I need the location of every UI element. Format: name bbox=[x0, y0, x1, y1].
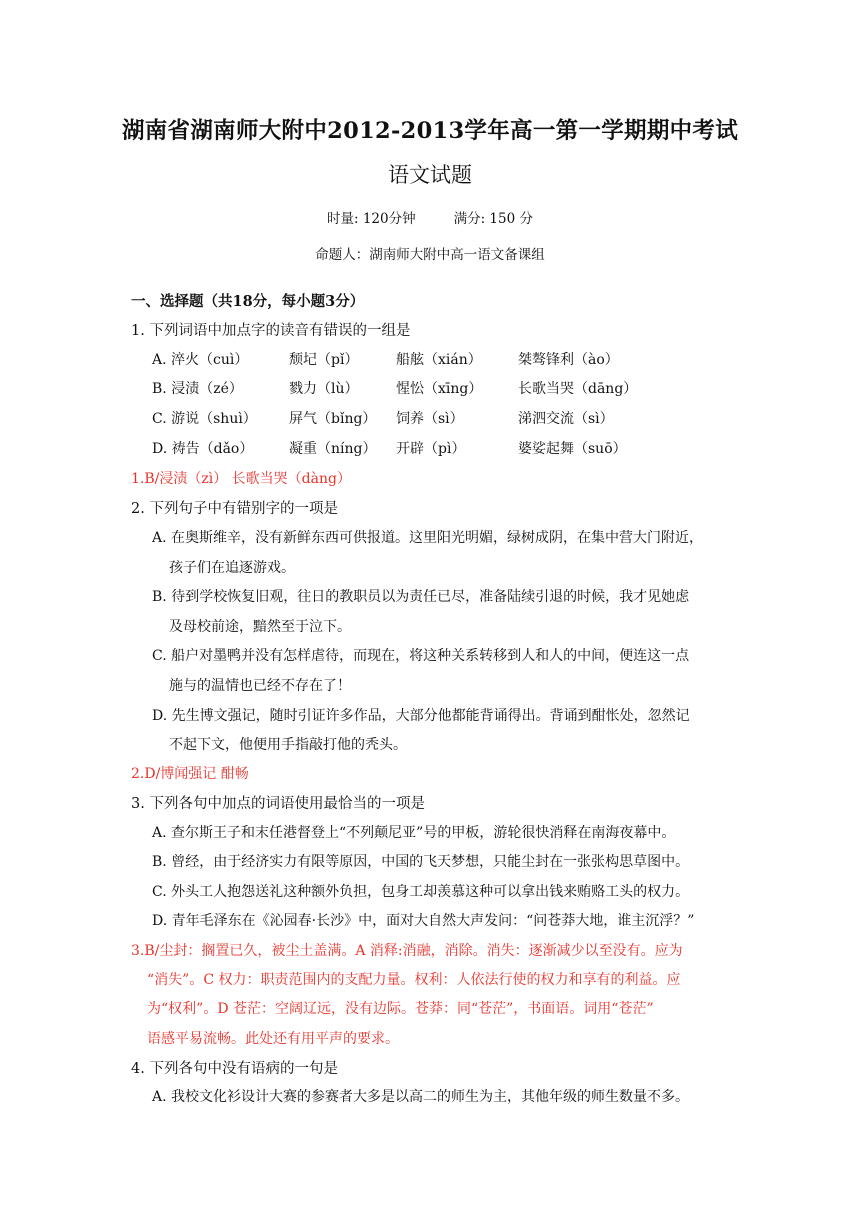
q1-d-item-4: 婆娑起舞（suō） bbox=[518, 441, 627, 457]
exam-author: 命题人：湖南师大附中高一语文备课组 bbox=[315, 247, 545, 263]
q3-answer-line-1: 3.B/尘封：搁置已久，被尘土盖满。A 消释:消融，消除。消失：逐渐减少以至没有。应为 bbox=[131, 943, 683, 959]
q1-c-item-4: 涕泗交流（sì） bbox=[518, 411, 614, 427]
q2-option-b: B. 待到学校恢复旧观，往日的教职员以为责任已尽，准备陆续引退的时候，我才见她虑 bbox=[152, 589, 690, 605]
q1-answer: 1.B/浸渍（zì） 长歌当哭（dàng） bbox=[131, 471, 351, 487]
q2-option-d-cont: 不起下文，他便用手指敲打他的秃头。 bbox=[169, 737, 407, 753]
q2-option-a: A. 在奥斯维辛，没有新鲜东西可供报道。这里阳光明媚，绿树成阴，在集中营大门附近， bbox=[152, 530, 704, 546]
q1-a-item-2: 颓圮（pǐ） bbox=[289, 352, 359, 368]
exam-meta bbox=[0, 207, 860, 227]
q1-d-item-3: 开辟（pì） bbox=[396, 441, 466, 457]
exam-title: 湖南省湖南师大附中2012-2013学年高一第一学期期中考试 bbox=[121, 118, 739, 144]
q1-c-item-3: 饲养（sì） bbox=[396, 411, 464, 427]
question-3-stem: 3. 下列各句中加点的词语使用最恰当的一项是 bbox=[131, 796, 425, 812]
q2-answer: 2.D/博闻强记 酣畅 bbox=[131, 766, 249, 782]
exam-subtitle: 语文试题 bbox=[388, 163, 472, 187]
q1-a-item-3: 船舷（xián） bbox=[396, 352, 482, 368]
section-heading: 一、选择题（共18分，每小题3分） bbox=[131, 293, 365, 310]
q1-a-item-4: 桀骜锋利（ào） bbox=[518, 352, 619, 368]
q1-b-item-2: 戮力（lù） bbox=[289, 381, 359, 397]
full-score: 满分: 150 分 bbox=[453, 211, 533, 227]
q2-option-a-cont: 孩子们在追逐游戏。 bbox=[169, 560, 295, 576]
time-limit: 时量: 120分钟 bbox=[326, 211, 416, 227]
question-1-stem: 1. 下列词语中加点字的读音有错误的一组是 bbox=[131, 323, 411, 339]
q2-option-d: D. 先生博文强记，随时引证许多作品，大部分他都能背诵得出。背诵到酣怅处，忽然记 bbox=[152, 708, 690, 724]
q3-option-b: B. 曾经，由于经济实力有限等原因，中国的飞天梦想，只能尘封在一张张构思草图中。 bbox=[152, 854, 690, 870]
question-2-stem: 2. 下列句子中有错别字的一项是 bbox=[131, 501, 338, 517]
q1-a-item-1: A. 淬火（cuì） bbox=[152, 352, 249, 368]
q1-c-item-1: C. 游说（shuì） bbox=[152, 411, 257, 427]
q2-option-c-cont: 施与的温情也已经不存在了！ bbox=[169, 678, 351, 694]
q1-d-item-1: D. 祷告（dǎo） bbox=[152, 441, 254, 457]
q1-d-item-2: 凝重（níng） bbox=[289, 441, 377, 457]
q3-answer-line-4: 语感平易流畅。此处还有用平声的要求。 bbox=[147, 1031, 399, 1047]
q2-option-c: C. 船户对墨鸭并没有怎样虐待，而现在，将这种关系转移到人和人的中间，便连这一点 bbox=[152, 648, 690, 664]
q1-b-item-3: 惺忪（xīng） bbox=[396, 381, 483, 397]
q1-b-item-4: 长歌当哭（dāng） bbox=[518, 381, 638, 397]
q3-answer-line-3: 为“权利”。D 苍茫：空阔辽远，没有边际。苍莽：同“苍茫”，书面语。词用“苍茫” bbox=[147, 1001, 654, 1017]
question-4-stem: 4. 下列各句中没有语病的一句是 bbox=[131, 1061, 338, 1077]
q1-c-item-2: 屏气（bǐng） bbox=[289, 411, 377, 427]
q3-option-a: A. 查尔斯王子和末任港督登上“不列颠尼亚”号的甲板，游轮很快消释在南海夜幕中。 bbox=[152, 825, 676, 841]
q3-option-d: D. 青年毛泽东在《沁园春·长沙》中，面对大自然大声发问：“问苍莽大地，谁主沉浮？” bbox=[152, 913, 695, 929]
q3-answer-line-2: “消失”。C 权力：职责范围内的支配力量。权利：人依法行使的权力和享有的利益。应 bbox=[147, 972, 681, 988]
q3-option-c: C. 外头工人抱怨送礼这种额外负担，包身工却羡慕这种可以拿出钱来贿赂工头的权力。 bbox=[152, 884, 690, 900]
q2-option-b-cont: 及母校前途，黯然至于泣下。 bbox=[169, 619, 351, 635]
q4-option-a: A. 我校文化衫设计大赛的参赛者大多是以高二的师生为主，其他年级的师生数量不多。 bbox=[152, 1089, 690, 1105]
q1-b-item-1: B. 浸渍（zé） bbox=[152, 381, 243, 397]
